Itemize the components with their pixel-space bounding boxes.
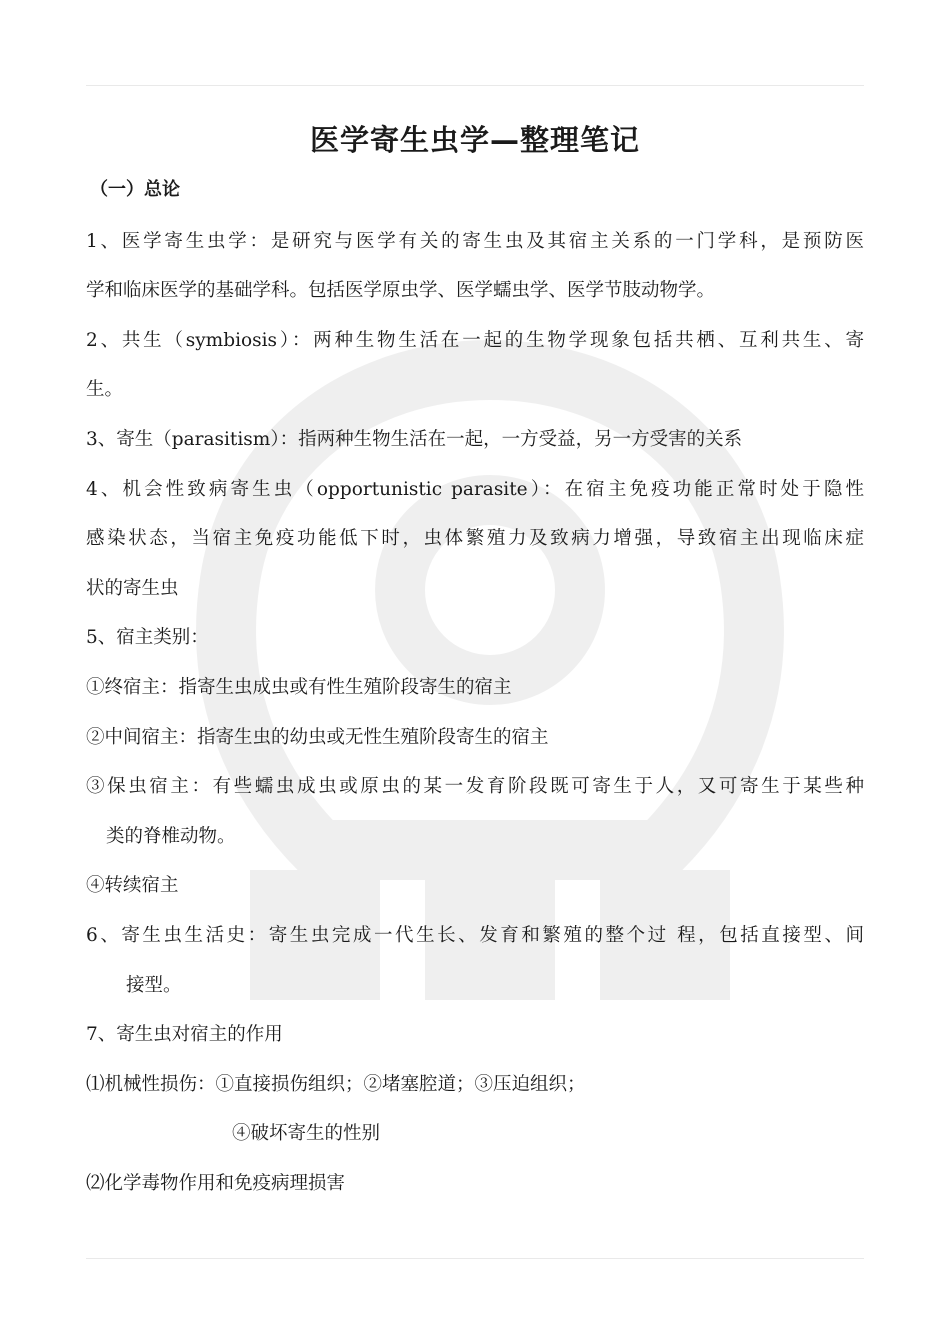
paragraph-line: 生。 xyxy=(86,379,124,400)
paragraph-line: 3、寄生（parasitism）：指两种生物生活在一起，一方受益，另一方受害的关系 xyxy=(86,429,743,450)
paragraph-line: 5、宿主类别： xyxy=(86,627,209,648)
paragraph-line: 学和临床医学的基础学科。包括医学原虫学、医学蠕虫学、医学节肢动物学。 xyxy=(86,280,716,301)
paragraph-line: 状的寄生虫 xyxy=(86,578,179,599)
section-heading: （一）总论 xyxy=(90,179,180,200)
paragraph-line: 4、机会性致病寄生虫（opportunistic parasite）：在宿主免疫功能正常时处于隐性 xyxy=(86,479,864,500)
paragraph-line: 类的脊椎动物。 xyxy=(106,826,236,847)
paragraph-line: ③保虫宿主：有些蠕虫成虫或原虫的某一发育阶段既可寄生于人，又可寄生于某些种 xyxy=(86,776,864,797)
footer-rule xyxy=(86,1258,864,1259)
paragraph-line: 感染状态，当宿主免疫功能低下时，虫体繁殖力及致病力增强，导致宿主出现临床症 xyxy=(86,528,864,549)
paragraph-line: ④转续宿主 xyxy=(86,875,179,896)
paragraph-line: ⑵化学毒物作用和免疫病理损害 xyxy=(86,1173,346,1194)
paragraph-line: 2、共生（symbiosis）：两种生物生活在一起的生物学现象包括共栖、互利共生、寄 xyxy=(86,330,864,351)
paragraph-line: 1、医学寄生虫学：是研究与医学有关的寄生虫及其宿主关系的一门学科，是预防医 xyxy=(86,231,864,252)
paragraph-line: 7、寄生虫对宿主的作用 xyxy=(86,1024,283,1045)
page-title: 医学寄生虫学—整理笔记 xyxy=(309,123,640,157)
paragraph-line: 接型。 xyxy=(126,975,182,996)
paragraph-line: 6、寄生虫生活史：寄生虫完成一代生长、发育和繁殖的整个过 程，包括直接型、间 xyxy=(86,925,864,946)
header-rule xyxy=(86,85,864,86)
paragraph-line: ②中间宿主：指寄生虫的幼虫或无性生殖阶段寄生的宿主 xyxy=(86,727,549,748)
paragraph-line: ①终宿主：指寄生虫成虫或有性生殖阶段寄生的宿主 xyxy=(86,677,512,698)
paragraph-line: ④破坏寄生的性别 xyxy=(232,1123,381,1144)
paragraph-line: ⑴机械性损伤：①直接损伤组织；②堵塞腔道；③压迫组织； xyxy=(86,1074,586,1095)
